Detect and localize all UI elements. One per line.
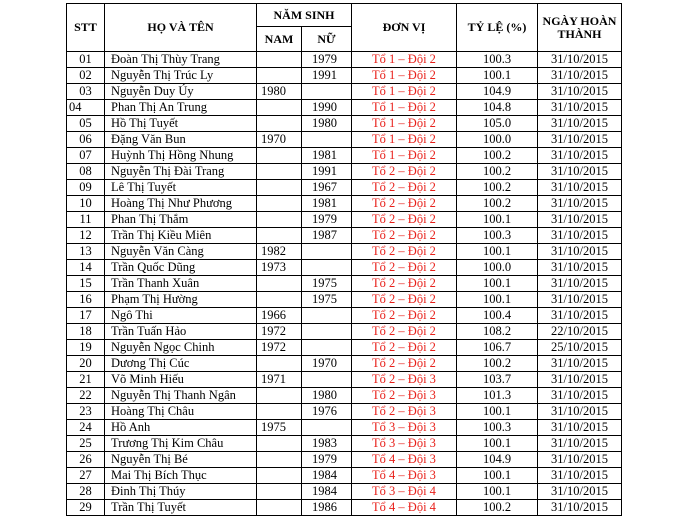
cell-name: Hồ Thị Tuyết	[105, 116, 257, 132]
cell-rate: 108.2	[457, 324, 538, 340]
cell-rate: 100.1	[457, 292, 538, 308]
cell-birth-year-male: 1971	[257, 372, 302, 388]
cell-rate: 100.1	[457, 436, 538, 452]
cell-birth-year-female: 1976	[302, 404, 352, 420]
cell-rate: 100.3	[457, 420, 538, 436]
cell-name: Hoàng Thị Như Phương	[105, 196, 257, 212]
cell-stt: 14	[67, 260, 105, 276]
table-row	[67, 292, 622, 308]
header-rate: TỶ LỆ (%)	[457, 4, 538, 52]
cell-name: Nguyễn Thị Đài Trang	[105, 164, 257, 180]
cell-stt: 18	[67, 324, 105, 340]
cell-birth-year-female: 1984	[302, 484, 352, 500]
table-row	[67, 228, 622, 244]
cell-stt: 09	[67, 180, 105, 196]
table-row	[67, 196, 622, 212]
cell-completion-date: 31/10/2015	[538, 228, 622, 244]
cell-completion-date: 31/10/2015	[538, 452, 622, 468]
cell-unit: Tổ 2 – Đội 2	[352, 324, 457, 340]
cell-birth-year-female: 1979	[302, 452, 352, 468]
cell-rate: 100.2	[457, 500, 538, 516]
table-row	[67, 180, 622, 196]
cell-name: Trần Thị Tuyết	[105, 500, 257, 516]
table-row	[67, 404, 622, 420]
cell-completion-date: 31/10/2015	[538, 420, 622, 436]
cell-birth-year-female: 1980	[302, 116, 352, 132]
cell-birth-year-male	[257, 468, 302, 484]
cell-rate: 103.7	[457, 372, 538, 388]
cell-birth-year-female: 1991	[302, 164, 352, 180]
cell-birth-year-female	[302, 420, 352, 436]
cell-stt: 27	[67, 468, 105, 484]
cell-completion-date: 31/10/2015	[538, 372, 622, 388]
cell-stt: 01	[67, 52, 105, 68]
cell-birth-year-male	[257, 180, 302, 196]
cell-stt: 23	[67, 404, 105, 420]
cell-unit: Tổ 4 – Đội 3	[352, 468, 457, 484]
cell-birth-year-female: 1970	[302, 356, 352, 372]
cell-completion-date: 31/10/2015	[538, 260, 622, 276]
cell-completion-date: 31/10/2015	[538, 148, 622, 164]
cell-unit: Tổ 2 – Đội 2	[352, 340, 457, 356]
cell-unit: Tổ 2 – Đội 2	[352, 164, 457, 180]
cell-completion-date: 31/10/2015	[538, 356, 622, 372]
cell-completion-date: 31/10/2015	[538, 388, 622, 404]
table-row	[67, 212, 622, 228]
cell-birth-year-female	[302, 308, 352, 324]
cell-stt: 22	[67, 388, 105, 404]
cell-name: Trần Thanh Xuân	[105, 276, 257, 292]
table-row	[67, 148, 622, 164]
table-row	[67, 276, 622, 292]
cell-birth-year-female: 1983	[302, 436, 352, 452]
table-row	[67, 356, 622, 372]
cell-name: Nguyễn Thị Trúc Ly	[105, 68, 257, 84]
cell-stt: 10	[67, 196, 105, 212]
header-stt: STT	[67, 4, 105, 52]
cell-birth-year-male	[257, 148, 302, 164]
table-row	[67, 324, 622, 340]
cell-completion-date: 25/10/2015	[538, 340, 622, 356]
cell-birth-year-male	[257, 116, 302, 132]
cell-stt: 29	[67, 500, 105, 516]
header-male: NAM	[257, 27, 302, 52]
cell-name: Trần Quốc Dũng	[105, 260, 257, 276]
cell-stt: 15	[67, 276, 105, 292]
cell-birth-year-male	[257, 500, 302, 516]
cell-birth-year-male	[257, 452, 302, 468]
cell-birth-year-female	[302, 132, 352, 148]
cell-stt: 12	[67, 228, 105, 244]
cell-birth-year-male	[257, 356, 302, 372]
cell-completion-date: 31/10/2015	[538, 84, 622, 100]
cell-stt: 05	[67, 116, 105, 132]
cell-completion-date: 22/10/2015	[538, 324, 622, 340]
cell-name: Nguyễn Văn Càng	[105, 244, 257, 260]
table-row	[67, 484, 622, 500]
cell-birth-year-female	[302, 84, 352, 100]
cell-completion-date: 31/10/2015	[538, 100, 622, 116]
cell-unit: Tổ 1 – Đội 2	[352, 100, 457, 116]
cell-completion-date: 31/10/2015	[538, 68, 622, 84]
cell-name: Phan Thị Thắm	[105, 212, 257, 228]
cell-rate: 101.3	[457, 388, 538, 404]
table-row	[67, 132, 622, 148]
table-row	[67, 420, 622, 436]
table-row	[67, 100, 622, 116]
cell-rate: 100.3	[457, 228, 538, 244]
cell-stt: 28	[67, 484, 105, 500]
table-row	[67, 116, 622, 132]
cell-unit: Tổ 4 – Đội 4	[352, 500, 457, 516]
header-female: NỮ	[302, 27, 352, 52]
cell-rate: 100.1	[457, 68, 538, 84]
cell-completion-date: 31/10/2015	[538, 276, 622, 292]
cell-name: Hoàng Thị Châu	[105, 404, 257, 420]
cell-birth-year-male: 1966	[257, 308, 302, 324]
cell-birth-year-male: 1980	[257, 84, 302, 100]
cell-birth-year-male: 1972	[257, 324, 302, 340]
cell-birth-year-male: 1975	[257, 420, 302, 436]
cell-completion-date: 31/10/2015	[538, 468, 622, 484]
cell-stt: 04	[67, 100, 105, 116]
cell-name: Hồ Anh	[105, 420, 257, 436]
table-row	[67, 52, 622, 68]
cell-completion-date: 31/10/2015	[538, 164, 622, 180]
cell-unit: Tổ 2 – Đội 2	[352, 196, 457, 212]
cell-name: Đinh Thị Thúy	[105, 484, 257, 500]
cell-stt: 24	[67, 420, 105, 436]
cell-stt: 20	[67, 356, 105, 372]
cell-birth-year-female: 1975	[302, 276, 352, 292]
table-row	[67, 84, 622, 100]
cell-unit: Tổ 2 – Đội 2	[352, 180, 457, 196]
cell-rate: 100.2	[457, 196, 538, 212]
cell-unit: Tổ 2 – Đội 2	[352, 228, 457, 244]
cell-completion-date: 31/10/2015	[538, 244, 622, 260]
cell-completion-date: 31/10/2015	[538, 196, 622, 212]
cell-birth-year-female	[302, 340, 352, 356]
cell-unit: Tổ 2 – Đội 2	[352, 356, 457, 372]
cell-completion-date: 31/10/2015	[538, 116, 622, 132]
cell-birth-year-male: 1972	[257, 340, 302, 356]
table-row	[67, 308, 622, 324]
table-row	[67, 244, 622, 260]
cell-name: Đặng Văn Bun	[105, 132, 257, 148]
cell-name: Nguyễn Ngọc Chinh	[105, 340, 257, 356]
table-row	[67, 68, 622, 84]
cell-birth-year-male	[257, 228, 302, 244]
cell-unit: Tổ 2 – Đội 2	[352, 308, 457, 324]
cell-birth-year-female: 1967	[302, 180, 352, 196]
cell-rate: 100.2	[457, 164, 538, 180]
cell-birth-year-male	[257, 276, 302, 292]
cell-name: Trương Thị Kim Châu	[105, 436, 257, 452]
employee-table	[66, 3, 622, 516]
cell-birth-year-female: 1979	[302, 52, 352, 68]
cell-name: Dương Thị Cúc	[105, 356, 257, 372]
cell-stt: 02	[67, 68, 105, 84]
cell-completion-date: 31/10/2015	[538, 180, 622, 196]
cell-stt: 17	[67, 308, 105, 324]
cell-rate: 100.3	[457, 52, 538, 68]
cell-unit: Tổ 4 – Đội 3	[352, 452, 457, 468]
cell-name: Nguyễn Thị Thanh Ngân	[105, 388, 257, 404]
table-row	[67, 164, 622, 180]
cell-unit: Tổ 2 – Đội 3	[352, 372, 457, 388]
cell-birth-year-male	[257, 436, 302, 452]
cell-unit: Tổ 2 – Đội 3	[352, 404, 457, 420]
cell-completion-date: 31/10/2015	[538, 52, 622, 68]
cell-unit: Tổ 1 – Đội 2	[352, 52, 457, 68]
cell-unit: Tổ 1 – Đội 2	[352, 84, 457, 100]
header-name: HỌ VÀ TÊN	[105, 4, 257, 52]
header-birth-year: NĂM SINH	[257, 4, 352, 27]
cell-completion-date: 31/10/2015	[538, 404, 622, 420]
cell-birth-year-female: 1987	[302, 228, 352, 244]
cell-unit: Tổ 2 – Đội 2	[352, 212, 457, 228]
cell-name: Huỳnh Thị Hồng Nhung	[105, 148, 257, 164]
cell-name: Nguyễn Thị Bé	[105, 452, 257, 468]
cell-unit: Tổ 2 – Đội 2	[352, 292, 457, 308]
cell-rate: 100.1	[457, 244, 538, 260]
cell-birth-year-female	[302, 372, 352, 388]
cell-birth-year-female: 1986	[302, 500, 352, 516]
cell-birth-year-female	[302, 244, 352, 260]
header-unit: ĐƠN VỊ	[352, 4, 457, 52]
cell-stt: 26	[67, 452, 105, 468]
cell-birth-year-female	[302, 324, 352, 340]
cell-rate: 100.1	[457, 212, 538, 228]
cell-stt: 11	[67, 212, 105, 228]
cell-completion-date: 31/10/2015	[538, 212, 622, 228]
cell-name: Võ Minh Hiếu	[105, 372, 257, 388]
cell-unit: Tổ 1 – Đội 2	[352, 116, 457, 132]
cell-birth-year-male	[257, 292, 302, 308]
cell-rate: 100.0	[457, 260, 538, 276]
cell-completion-date: 31/10/2015	[538, 292, 622, 308]
cell-rate: 100.2	[457, 148, 538, 164]
cell-unit: Tổ 1 – Đội 2	[352, 132, 457, 148]
cell-rate: 104.9	[457, 452, 538, 468]
cell-birth-year-female: 1990	[302, 100, 352, 116]
cell-birth-year-male	[257, 164, 302, 180]
cell-stt: 13	[67, 244, 105, 260]
cell-stt: 19	[67, 340, 105, 356]
cell-birth-year-female: 1980	[302, 388, 352, 404]
cell-birth-year-male	[257, 404, 302, 420]
cell-unit: Tổ 2 – Đội 2	[352, 276, 457, 292]
cell-rate: 106.7	[457, 340, 538, 356]
cell-rate: 100.2	[457, 180, 538, 196]
cell-unit: Tổ 3 – Đội 4	[352, 484, 457, 500]
cell-rate: 100.1	[457, 484, 538, 500]
cell-completion-date: 31/10/2015	[538, 132, 622, 148]
cell-unit: Tổ 1 – Đội 2	[352, 68, 457, 84]
cell-birth-year-male	[257, 212, 302, 228]
table-body	[67, 52, 622, 516]
cell-birth-year-male: 1973	[257, 260, 302, 276]
cell-completion-date: 31/10/2015	[538, 500, 622, 516]
table-row	[67, 388, 622, 404]
cell-rate: 105.0	[457, 116, 538, 132]
cell-stt: 16	[67, 292, 105, 308]
cell-unit: Tổ 2 – Đội 3	[352, 388, 457, 404]
table-row	[67, 372, 622, 388]
cell-completion-date: 31/10/2015	[538, 308, 622, 324]
cell-birth-year-male	[257, 52, 302, 68]
header-completion-date: NGÀY HOÀN THÀNH	[538, 4, 622, 52]
cell-rate: 100.2	[457, 356, 538, 372]
cell-birth-year-male	[257, 484, 302, 500]
table-row	[67, 340, 622, 356]
cell-birth-year-male	[257, 68, 302, 84]
cell-name: Ngô Thi	[105, 308, 257, 324]
cell-name: Trần Tuấn Hảo	[105, 324, 257, 340]
cell-stt: 03	[67, 84, 105, 100]
cell-unit: Tổ 3 – Đội 3	[352, 436, 457, 452]
cell-birth-year-male: 1982	[257, 244, 302, 260]
cell-birth-year-female: 1975	[302, 292, 352, 308]
cell-birth-year-female	[302, 260, 352, 276]
cell-name: Phan Thị An Trung	[105, 100, 257, 116]
cell-birth-year-male: 1970	[257, 132, 302, 148]
cell-completion-date: 31/10/2015	[538, 484, 622, 500]
cell-name: Trần Thị Kiều Miên	[105, 228, 257, 244]
cell-name: Mai Thị Bích Thục	[105, 468, 257, 484]
cell-name: Phạm Thị Hường	[105, 292, 257, 308]
table-row	[67, 500, 622, 516]
cell-rate: 104.9	[457, 84, 538, 100]
cell-stt: 25	[67, 436, 105, 452]
cell-unit: Tổ 3 – Đội 3	[352, 420, 457, 436]
cell-stt: 07	[67, 148, 105, 164]
cell-name: Nguyễn Duy Úy	[105, 84, 257, 100]
table-row	[67, 436, 622, 452]
cell-birth-year-female: 1984	[302, 468, 352, 484]
cell-birth-year-female: 1981	[302, 196, 352, 212]
cell-name: Đoàn Thị Thùy Trang	[105, 52, 257, 68]
cell-rate: 104.8	[457, 100, 538, 116]
cell-rate: 100.1	[457, 276, 538, 292]
cell-birth-year-female: 1979	[302, 212, 352, 228]
cell-completion-date: 31/10/2015	[538, 436, 622, 452]
cell-rate: 100.0	[457, 132, 538, 148]
cell-name: Lê Thị Tuyết	[105, 180, 257, 196]
cell-rate: 100.4	[457, 308, 538, 324]
cell-rate: 100.1	[457, 404, 538, 420]
table-row	[67, 260, 622, 276]
table-row	[67, 452, 622, 468]
cell-birth-year-male	[257, 388, 302, 404]
cell-stt: 08	[67, 164, 105, 180]
cell-birth-year-female: 1991	[302, 68, 352, 84]
cell-stt: 06	[67, 132, 105, 148]
cell-birth-year-female: 1981	[302, 148, 352, 164]
cell-unit: Tổ 2 – Đội 2	[352, 244, 457, 260]
cell-birth-year-male	[257, 100, 302, 116]
cell-birth-year-male	[257, 196, 302, 212]
table-row	[67, 468, 622, 484]
cell-rate: 100.1	[457, 468, 538, 484]
cell-unit: Tổ 2 – Đội 2	[352, 260, 457, 276]
cell-stt: 21	[67, 372, 105, 388]
cell-unit: Tổ 1 – Đội 2	[352, 148, 457, 164]
